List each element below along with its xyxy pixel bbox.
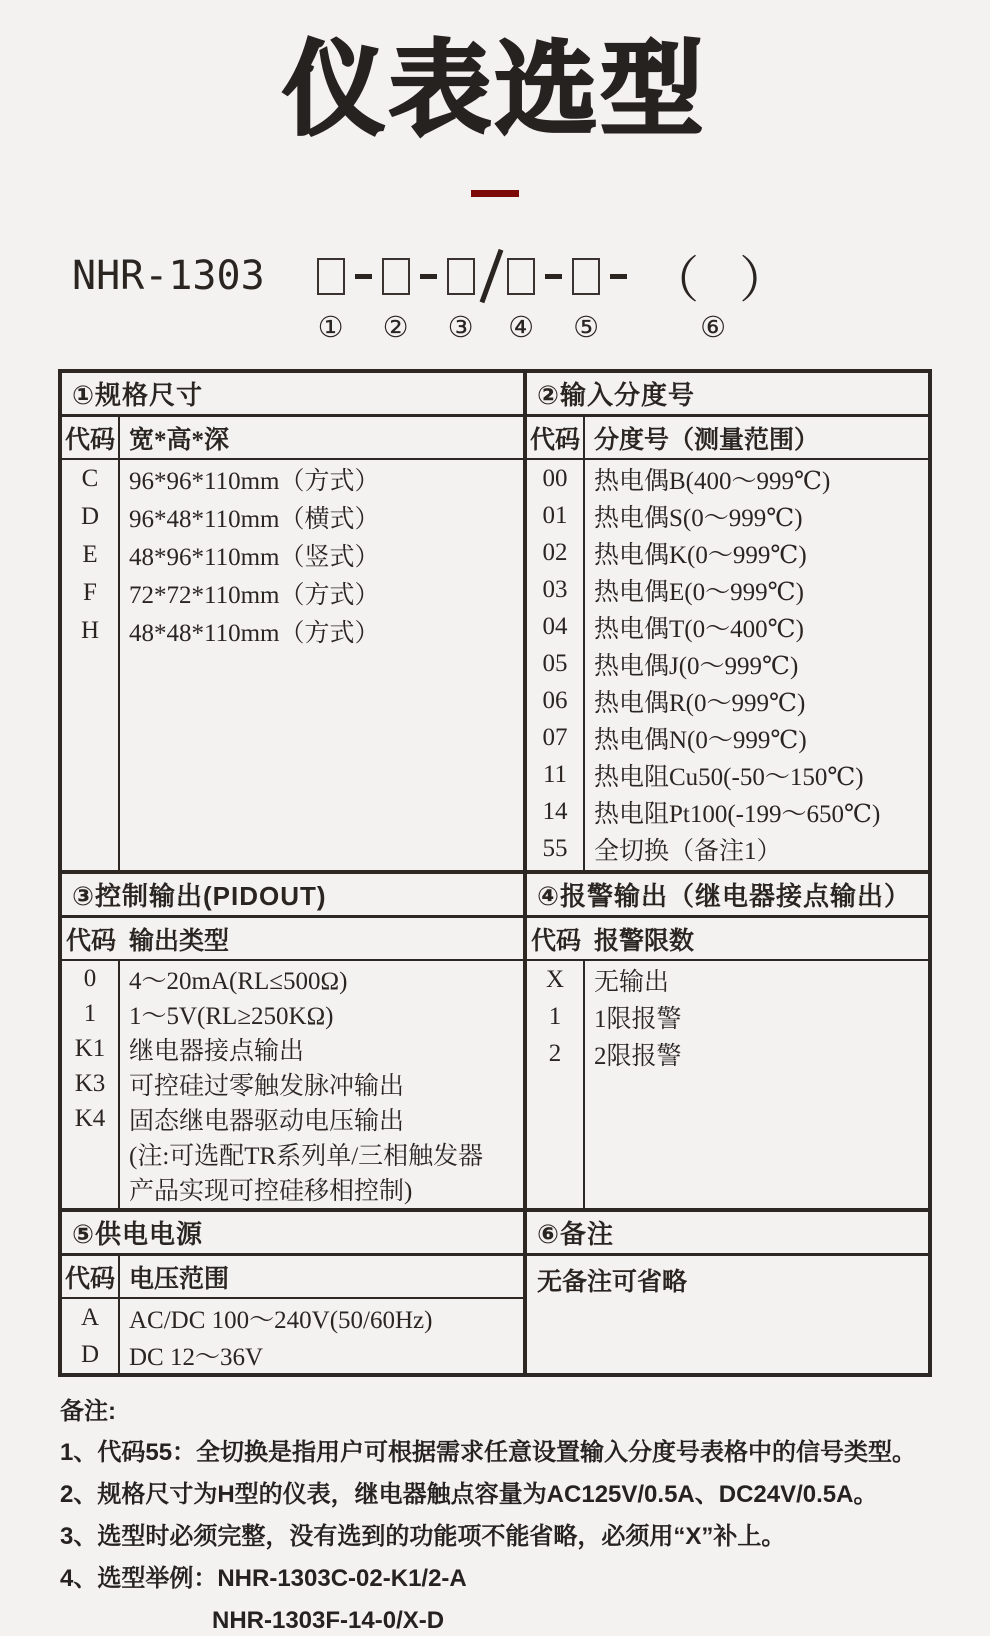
row-code: 05 — [542, 649, 568, 677]
column-header-desc: 电压范围 — [129, 1265, 230, 1293]
section-control-subheader — [62, 918, 523, 961]
row-code: D — [80, 503, 100, 531]
model-remark-slot — [637, 247, 789, 345]
row-code: 55 — [542, 834, 568, 862]
section-spec-body — [62, 460, 523, 870]
position-label-1: ① — [317, 312, 344, 345]
page-title: 仪表选型 — [283, 33, 707, 147]
row-desc: 48*48*110mm（方式） — [129, 620, 380, 648]
table-band-3 — [62, 1208, 928, 1373]
section-remark-title: ⑥备注 — [527, 1212, 928, 1256]
footnote-item: 2、规格尺寸为H型的仪表，继电器触点容量为AC125V/0.5A、DC24V/0.5A。 — [60, 1481, 878, 1509]
row-code: X — [545, 965, 565, 993]
footnote-item: NHR-1303F-14-0/X-D — [212, 1607, 445, 1635]
section-power-body — [62, 1299, 523, 1373]
section-power-subheader — [62, 1256, 523, 1299]
table-band-1 — [62, 373, 928, 870]
model-code-box-5 — [572, 258, 600, 295]
row-desc: 2限报警 — [594, 1042, 682, 1070]
section-input-body — [527, 460, 928, 870]
section-remark — [527, 1212, 928, 1373]
row-code: C — [81, 465, 99, 493]
model-code-slot-2 — [382, 247, 410, 345]
separator-slash — [485, 247, 498, 305]
row-code: K1 — [74, 1034, 106, 1062]
row-code: 07 — [542, 723, 568, 751]
section-power-title: ⑤供电电源 — [62, 1212, 523, 1256]
separator-dash — [355, 247, 372, 305]
row-desc: 继电器接点输出 — [129, 1037, 305, 1065]
row-code: 11 — [542, 760, 568, 788]
row-code: K4 — [74, 1104, 106, 1132]
column-header-code: 代码 — [527, 417, 585, 458]
descs-column — [120, 460, 523, 870]
section-control-title: ③控制输出(PIDOUT) — [62, 874, 523, 918]
model-code-box-2 — [382, 258, 410, 295]
page — [0, 30, 990, 1635]
column-header-desc: 输出类型 — [129, 927, 230, 955]
section-spec — [62, 373, 527, 870]
row-code: D — [80, 1340, 100, 1368]
paren-close: ） — [739, 252, 790, 309]
descs-column — [585, 961, 928, 1208]
column-header-code: 代码 — [62, 417, 120, 458]
remark-parentheses — [649, 247, 790, 309]
footnote-item: 4、选型举例：NHR-1303C-02-K1/2-A — [60, 1565, 467, 1593]
model-code-slot-4 — [507, 247, 535, 345]
row-code: 00 — [542, 464, 568, 492]
row-desc: 热电偶E(0～999℃) — [594, 578, 804, 606]
codes-column — [527, 961, 585, 1208]
row-desc: 1限报警 — [594, 1005, 682, 1033]
slash-icon — [479, 249, 502, 303]
row-desc: 72*72*110mm（方式） — [129, 582, 380, 610]
row-desc: (注:可选配TR系列单/三相触发器 — [129, 1142, 484, 1170]
separator-dash — [545, 247, 562, 305]
column-header-desc: 分度号（测量范围） — [594, 426, 820, 454]
row-desc: 48*96*110mm（竖式） — [129, 544, 380, 572]
row-desc: 热电偶R(0～999℃) — [594, 689, 806, 717]
row-desc: 固态继电器驱动电压输出 — [129, 1107, 405, 1135]
row-code: 01 — [542, 501, 568, 529]
model-code-box-1 — [317, 258, 345, 295]
row-desc: 4～20mA(RL≤500Ω) — [129, 967, 348, 995]
model-code-box-4 — [507, 258, 535, 295]
row-code: 04 — [542, 612, 568, 640]
model-code-row — [72, 247, 990, 345]
row-desc: 可控硅过零触发脉冲输出 — [129, 1072, 405, 1100]
row-desc: 热电阻Cu50(-50～150℃) — [594, 763, 864, 791]
model-prefix: NHR-1303 — [72, 253, 265, 300]
position-label-5: ⑤ — [573, 312, 600, 345]
descs-column — [120, 961, 523, 1208]
model-prefix-slot — [72, 247, 307, 305]
row-code: A — [80, 1303, 100, 1331]
row-desc: 无输出 — [594, 968, 670, 996]
position-label-2: ② — [382, 312, 409, 345]
footnote-item: 3、选型时必须完整，没有选到的功能项不能省略，必须用“X”补上。 — [60, 1523, 786, 1551]
section-remark-content: 无备注可省略 — [537, 1269, 688, 1297]
section-spec-subheader — [62, 417, 523, 460]
position-label-4: ④ — [508, 312, 535, 345]
row-code: K3 — [74, 1069, 106, 1097]
model-code-slot-3 — [447, 247, 475, 345]
row-desc: 热电阻Pt100(-199～650℃) — [594, 800, 881, 828]
row-code — [62, 1136, 118, 1171]
row-desc: DC 12～36V — [129, 1343, 264, 1371]
row-code: 03 — [542, 575, 568, 603]
column-header-code: 代码 — [65, 927, 116, 955]
section-input — [527, 373, 928, 870]
row-code: H — [80, 617, 100, 645]
model-code-slot-1 — [317, 247, 345, 345]
column-header-desc: 宽*高*深 — [129, 426, 230, 454]
section-control-body — [62, 961, 523, 1208]
separator-dash — [610, 247, 627, 305]
section-spec-title: ①规格尺寸 — [62, 373, 523, 417]
row-desc: 1～5V(RL≥250KΩ) — [129, 1002, 334, 1030]
table-band-2 — [62, 870, 928, 1208]
title-accent-dash — [471, 190, 519, 197]
row-desc: 热电偶B(400～999℃) — [594, 467, 831, 495]
section-input-subheader — [527, 417, 928, 460]
row-desc: 全切换（备注1） — [594, 837, 782, 865]
section-alarm-subheader — [527, 918, 928, 961]
row-code: F — [83, 579, 97, 607]
row-desc: 96*48*110mm（横式） — [129, 506, 380, 534]
row-code: 02 — [542, 538, 568, 566]
section-power — [62, 1212, 527, 1373]
descs-column — [585, 460, 928, 870]
codes-column — [62, 1299, 120, 1373]
section-alarm-body — [527, 961, 928, 1208]
row-desc: 96*96*110mm（方式） — [129, 468, 380, 496]
row-code: 1 — [83, 999, 97, 1027]
row-code — [62, 1171, 118, 1206]
row-code: 06 — [542, 686, 568, 714]
column-header-desc: 报警限数 — [594, 927, 695, 955]
section-alarm-title: ④报警输出（继电器接点输出） — [527, 874, 928, 918]
paren-open: （ — [649, 252, 700, 309]
section-alarm — [527, 874, 928, 1208]
row-desc: 热电偶T(0～400℃) — [594, 615, 804, 643]
codes-column — [62, 460, 120, 870]
footnotes — [60, 1391, 990, 1636]
model-code-slot-5 — [572, 247, 600, 345]
footnote-item: 1、代码55：全切换是指用户可根据需求任意设置输入分度号表格中的信号类型。 — [60, 1439, 917, 1467]
row-code: 0 — [83, 964, 97, 992]
row-desc: 热电偶N(0～999℃) — [594, 726, 807, 754]
codes-column — [527, 460, 585, 870]
position-label-3: ③ — [447, 312, 474, 345]
row-code: 2 — [548, 1039, 562, 1067]
column-header-code: 代码 — [530, 927, 581, 955]
row-desc: 热电偶K(0～999℃) — [594, 541, 807, 569]
dash-icon — [610, 274, 627, 279]
dash-icon — [545, 274, 562, 279]
model-code-box-3 — [447, 258, 475, 295]
row-code: E — [82, 541, 98, 569]
dash-icon — [420, 274, 437, 279]
descs-column — [120, 1299, 523, 1373]
row-code: 14 — [542, 797, 568, 825]
selection-table — [58, 369, 932, 1377]
row-desc: 热电偶S(0～999℃) — [594, 504, 803, 532]
footnotes-heading: 备注: — [60, 1398, 116, 1426]
dash-icon — [355, 274, 372, 279]
row-desc: 产品实现可控硅移相控制) — [129, 1177, 413, 1205]
position-label-6: ⑥ — [700, 312, 727, 345]
section-input-title: ②输入分度号 — [527, 373, 928, 417]
section-control — [62, 874, 527, 1208]
row-desc: AC/DC 100～240V(50/60Hz) — [129, 1306, 433, 1334]
row-desc: 热电偶J(0～999℃) — [594, 652, 799, 680]
separator-dash — [420, 247, 437, 305]
column-header-code: 代码 — [62, 1256, 120, 1297]
row-code: 1 — [548, 1002, 562, 1030]
codes-column — [62, 961, 120, 1208]
